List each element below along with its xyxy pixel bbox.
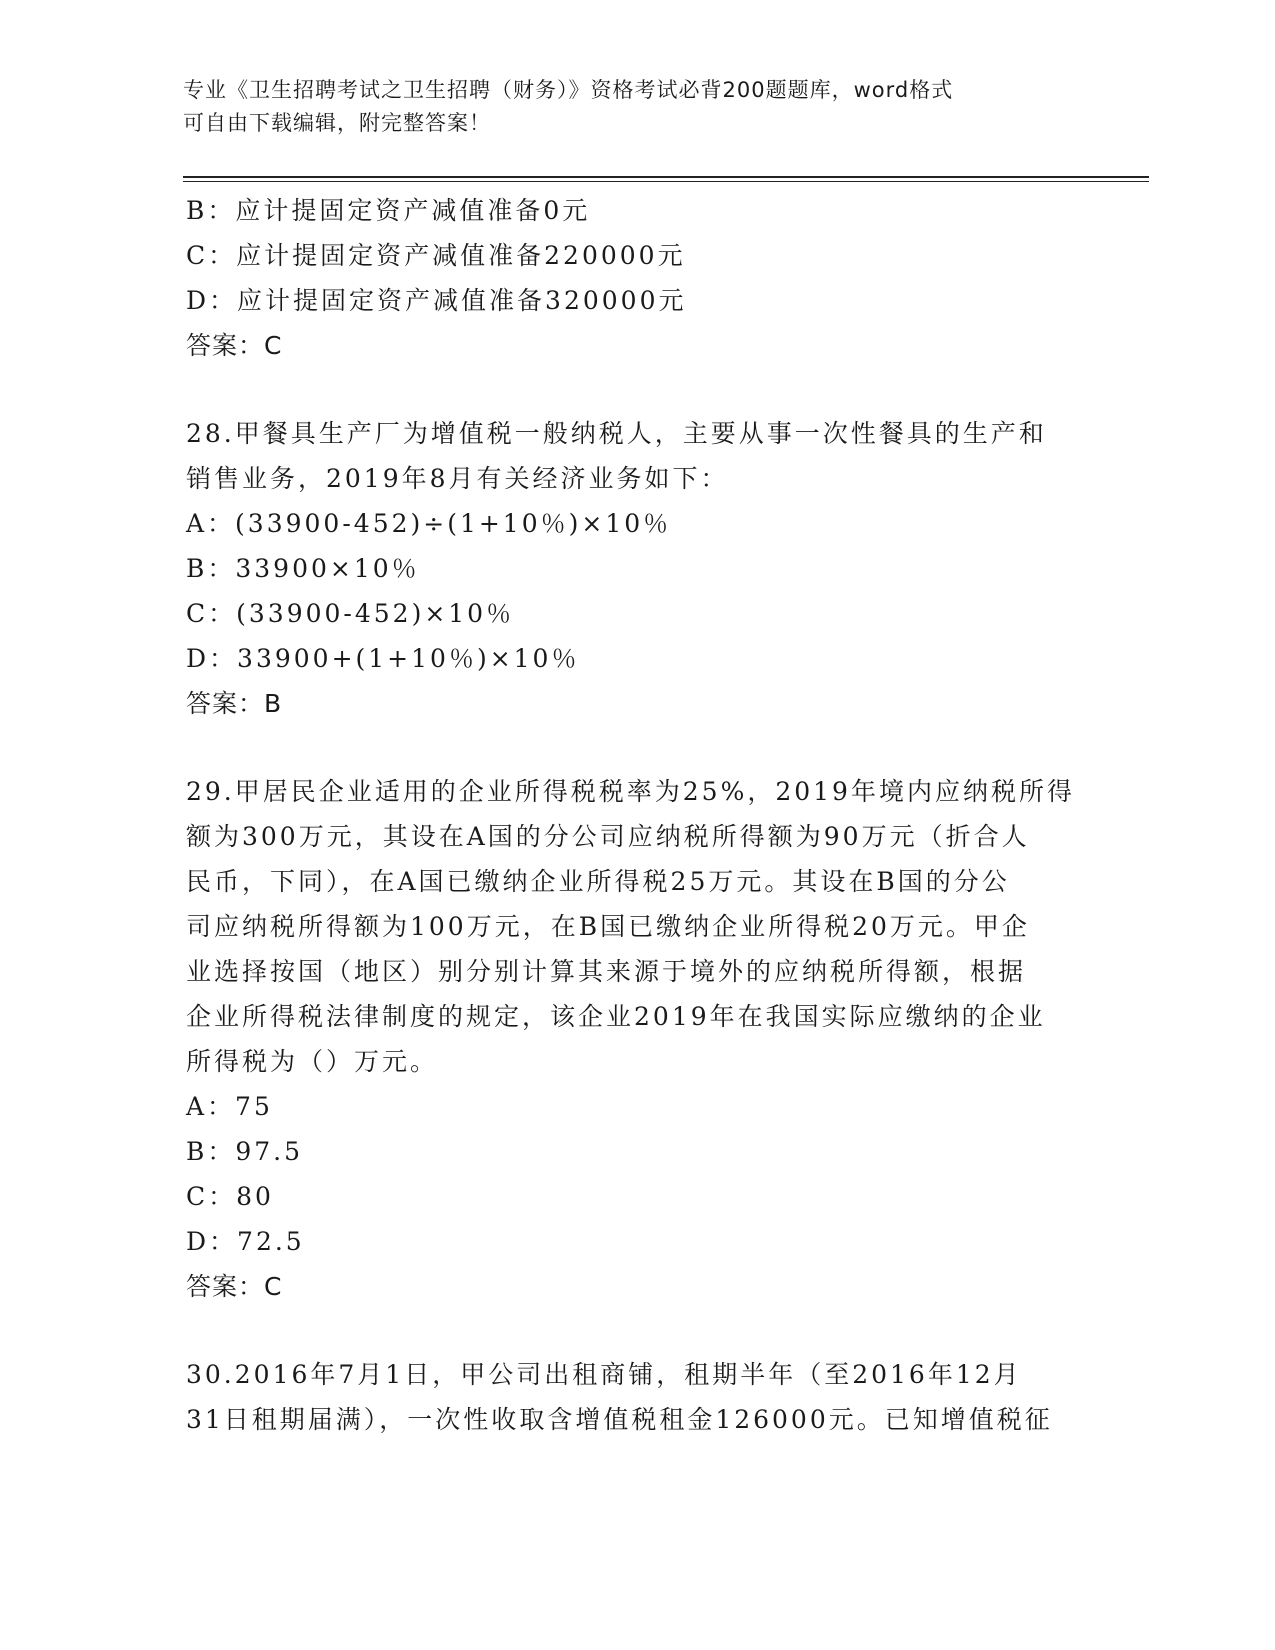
- q29-option-a: A：75: [186, 1092, 273, 1121]
- question-29-block: [186, 769, 1076, 1309]
- q29-answer: 答案：C: [186, 1272, 283, 1301]
- q28-stem-line-1: 28.甲餐具生产厂为增值税一般纳税人，主要从事一次性餐具的生产和: [186, 419, 1047, 448]
- q27-option-d: D：应计提固定资产减值准备320000元: [186, 286, 687, 315]
- q29-stem-line-3: 民币，下同），在A国已缴纳企业所得税25万元。其设在B国的分公: [186, 867, 1010, 896]
- q29-option-b: B：97.5: [186, 1137, 304, 1166]
- question-content: [186, 188, 1076, 1442]
- q29-stem-line-1: 29.甲居民企业适用的企业所得税税率为25%，2019年境内应纳税所得: [186, 777, 1075, 806]
- header-line-1: 专业《卫生招聘考试之卫生招聘（财务）》资格考试必背200题题库，word格式: [183, 78, 954, 102]
- q28-option-b: B：33900×10％: [186, 554, 420, 583]
- q28-option-a: A：(33900-452)÷(1+10％)×10％: [186, 509, 672, 538]
- question-27-block: [186, 188, 1076, 368]
- spacer: [186, 368, 1076, 411]
- q28-answer: 答案：B: [186, 689, 283, 718]
- q29-stem-line-7: 所得税为（）万元。: [186, 1047, 439, 1076]
- q28-stem-line-2: 销售业务，2019年8月有关经济业务如下：: [186, 464, 729, 493]
- header-line-2: 可自由下载编辑，附完整答案！: [183, 111, 491, 135]
- q28-option-c: C：(33900-452)×10％: [186, 599, 515, 628]
- header-divider-thin: [183, 181, 1149, 182]
- question-30-block: [186, 1352, 1076, 1442]
- document-header: [183, 74, 1063, 140]
- q29-option-c: C：80: [186, 1182, 274, 1211]
- q28-option-d: D：33900+(1+10％)×10％: [186, 644, 580, 673]
- header-divider-thick: [183, 176, 1149, 178]
- spacer: [186, 726, 1076, 769]
- q27-answer: 答案：C: [186, 331, 283, 360]
- q29-stem-line-2: 额为300万元，其设在A国的分公司应纳税所得额为90万元（折合人: [186, 822, 1030, 851]
- q29-option-d: D：72.5: [186, 1227, 305, 1256]
- q27-option-b: B：应计提固定资产减值准备0元: [186, 196, 591, 225]
- q29-stem-line-6: 企业所得税法律制度的规定，该企业2019年在我国实际应缴纳的企业: [186, 1002, 1046, 1031]
- q30-stem-line-2: 31日租期届满），一次性收取含增值税租金126000元。已知增值税征: [186, 1405, 1053, 1434]
- q29-stem-line-4: 司应纳税所得额为100万元，在B国已缴纳企业所得税20万元。甲企: [186, 912, 1030, 941]
- q27-option-c: C：应计提固定资产减值准备220000元: [186, 241, 686, 270]
- q29-stem-line-5: 业选择按国（地区）别分别计算其来源于境外的应纳税所得额，根据: [186, 957, 1027, 986]
- spacer: [186, 1309, 1076, 1352]
- q30-stem-line-1: 30.2016年7月1日，甲公司出租商铺，租期半年（至2016年12月: [186, 1360, 1022, 1389]
- question-28-block: [186, 411, 1076, 726]
